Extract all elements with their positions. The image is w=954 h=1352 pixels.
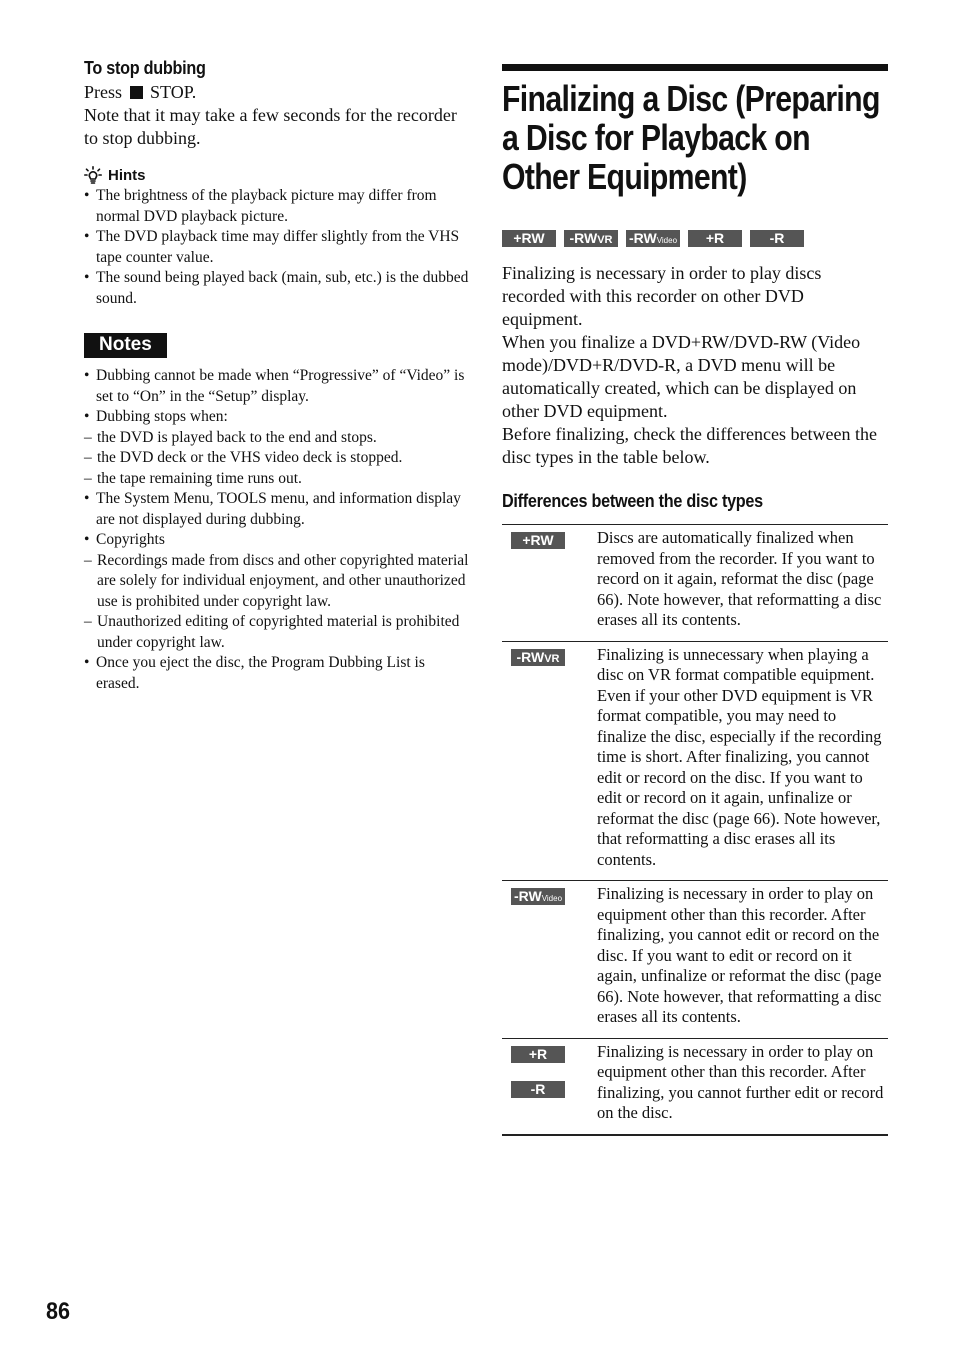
badge-cell bbox=[502, 525, 597, 642]
table-row bbox=[502, 881, 888, 1039]
minus-rw-vr-badge: -RW VR bbox=[511, 649, 565, 666]
paragraph: When you finalize a DVD+RW/DVD-RW (Video mode)/DVD+R/DVD-R, a DVD menu will be automatically created, which can be displayed on other DVD equipment. bbox=[502, 332, 861, 421]
minus-rw-video-badge: -RW Video bbox=[511, 888, 565, 905]
paragraph: Before finalizing, check the differences between the disc types in the table below. bbox=[502, 424, 877, 467]
description-cell: Finalizing is unnecessary when playing a disc on VR format compatible equipment. Even if your other DVD equipment is VR format compatible, you may need to finalize the disc, especially if the recording time is short. After finalizing, you cannot edit or record on the disc. If you want to edit or record on it again, unfinalize or reformat the disc (page 66). Note however, that reformatting a disc erases all its contents. bbox=[597, 644, 882, 869]
sub-list-item: – the DVD deck or the VHS video deck is stopped. bbox=[84, 448, 470, 469]
list-item: • Dubbing cannot be made when “Progressive” of “Video” is set to “On” in the “Setup” display. bbox=[84, 366, 470, 407]
left-column bbox=[84, 58, 470, 694]
list-item bbox=[84, 407, 470, 489]
table-heading: Differences between the disc types bbox=[502, 491, 763, 511]
page-number: 86 bbox=[46, 1298, 71, 1325]
description-cell: Finalizing is necessary in order to play on equipment other than this recorder. After finalizing, you cannot further edit or record on the disc. bbox=[597, 1041, 884, 1122]
minus-rw-video-badge: -RW Video bbox=[626, 230, 680, 247]
notes-label: Notes bbox=[84, 333, 167, 358]
sub-list-item: – the tape remaining time runs out. bbox=[84, 469, 470, 490]
hints-list bbox=[84, 186, 470, 309]
table-row bbox=[502, 641, 888, 881]
minus-r-badge: -R bbox=[750, 230, 804, 247]
hints-header bbox=[84, 166, 470, 184]
list-item: • The brightness of the playback picture may differ from normal DVD playback picture. bbox=[84, 186, 470, 227]
sub-list-item: – Unauthorized editing of copyrighted material is prohibited under copyright law. bbox=[84, 612, 470, 653]
intro-paragraph bbox=[502, 262, 888, 469]
disc-types-table bbox=[502, 524, 888, 1136]
badge-cell bbox=[502, 641, 597, 881]
stop-text: STOP. bbox=[150, 82, 197, 102]
list-item: • The DVD playback time may differ slightly from the VHS tape counter value. bbox=[84, 227, 470, 268]
stop-icon bbox=[130, 86, 143, 99]
note-text: Copyrights bbox=[96, 531, 165, 548]
badge-cell bbox=[502, 881, 597, 1039]
table-row bbox=[502, 525, 888, 642]
page-title: Finalizing a Disc (Preparing a Disc for Playback on Other Equipment) bbox=[502, 78, 880, 197]
list-item: • Once you eject the disc, the Program Dubbing List is erased. bbox=[84, 653, 470, 694]
notes-list bbox=[84, 366, 470, 694]
hints-label: Hints bbox=[108, 166, 146, 184]
list-item: • The System Menu, TOOLS menu, and information display are not displayed during dubbing. bbox=[84, 489, 470, 530]
paragraph: Finalizing is necessary in order to play discs recorded with this recorder on other DVD equipment. bbox=[502, 263, 822, 329]
stop-instruction bbox=[84, 81, 470, 104]
plus-r-badge: +R bbox=[688, 230, 742, 247]
list-item: • The sound being played back (main, sub, etc.) is the dubbed sound. bbox=[84, 268, 470, 309]
sub-list bbox=[96, 428, 470, 490]
minus-rw-vr-badge: -RW VR bbox=[564, 230, 618, 247]
plus-rw-badge: +RW bbox=[511, 532, 565, 549]
note-text: Dubbing stops when: bbox=[96, 408, 228, 425]
sub-list-item: – Recordings made from discs and other copyrighted material are solely for individual enjoyment, and other unauthorized use is prohibited under copyright law. bbox=[84, 551, 470, 613]
stop-dubbing-heading: To stop dubbing bbox=[84, 58, 206, 78]
minus-r-badge: -R bbox=[511, 1081, 565, 1098]
stop-note: Note that it may take a few seconds for the recorder to stop dubbing. bbox=[84, 105, 457, 148]
lightbulb-icon bbox=[84, 166, 102, 184]
press-text: Press bbox=[84, 82, 123, 102]
title-rule bbox=[502, 64, 888, 71]
badge-cell bbox=[502, 1038, 597, 1135]
description-cell: Finalizing is necessary in order to play on equipment other than this recorder. After finalizing, you cannot edit or record on the disc. If you want to edit or record on it again, unfinalize or reformat the disc (page 66). Note however, that reformatting a disc erases all its contents. bbox=[597, 884, 882, 1026]
sub-list bbox=[96, 551, 470, 654]
plus-rw-badge: +RW bbox=[502, 230, 556, 247]
plus-r-badge: +R bbox=[511, 1046, 565, 1063]
list-item bbox=[84, 530, 470, 653]
table-row bbox=[502, 1038, 888, 1135]
sub-list-item: – the DVD is played back to the end and stops. bbox=[84, 428, 470, 449]
disc-badge-row bbox=[502, 230, 888, 247]
description-cell: Discs are automatically finalized when removed from the recorder. If you want to record on it again, reformat the disc (page 66). Note however, that reformatting a disc erases all its contents. bbox=[597, 528, 882, 629]
right-column bbox=[502, 64, 888, 1136]
